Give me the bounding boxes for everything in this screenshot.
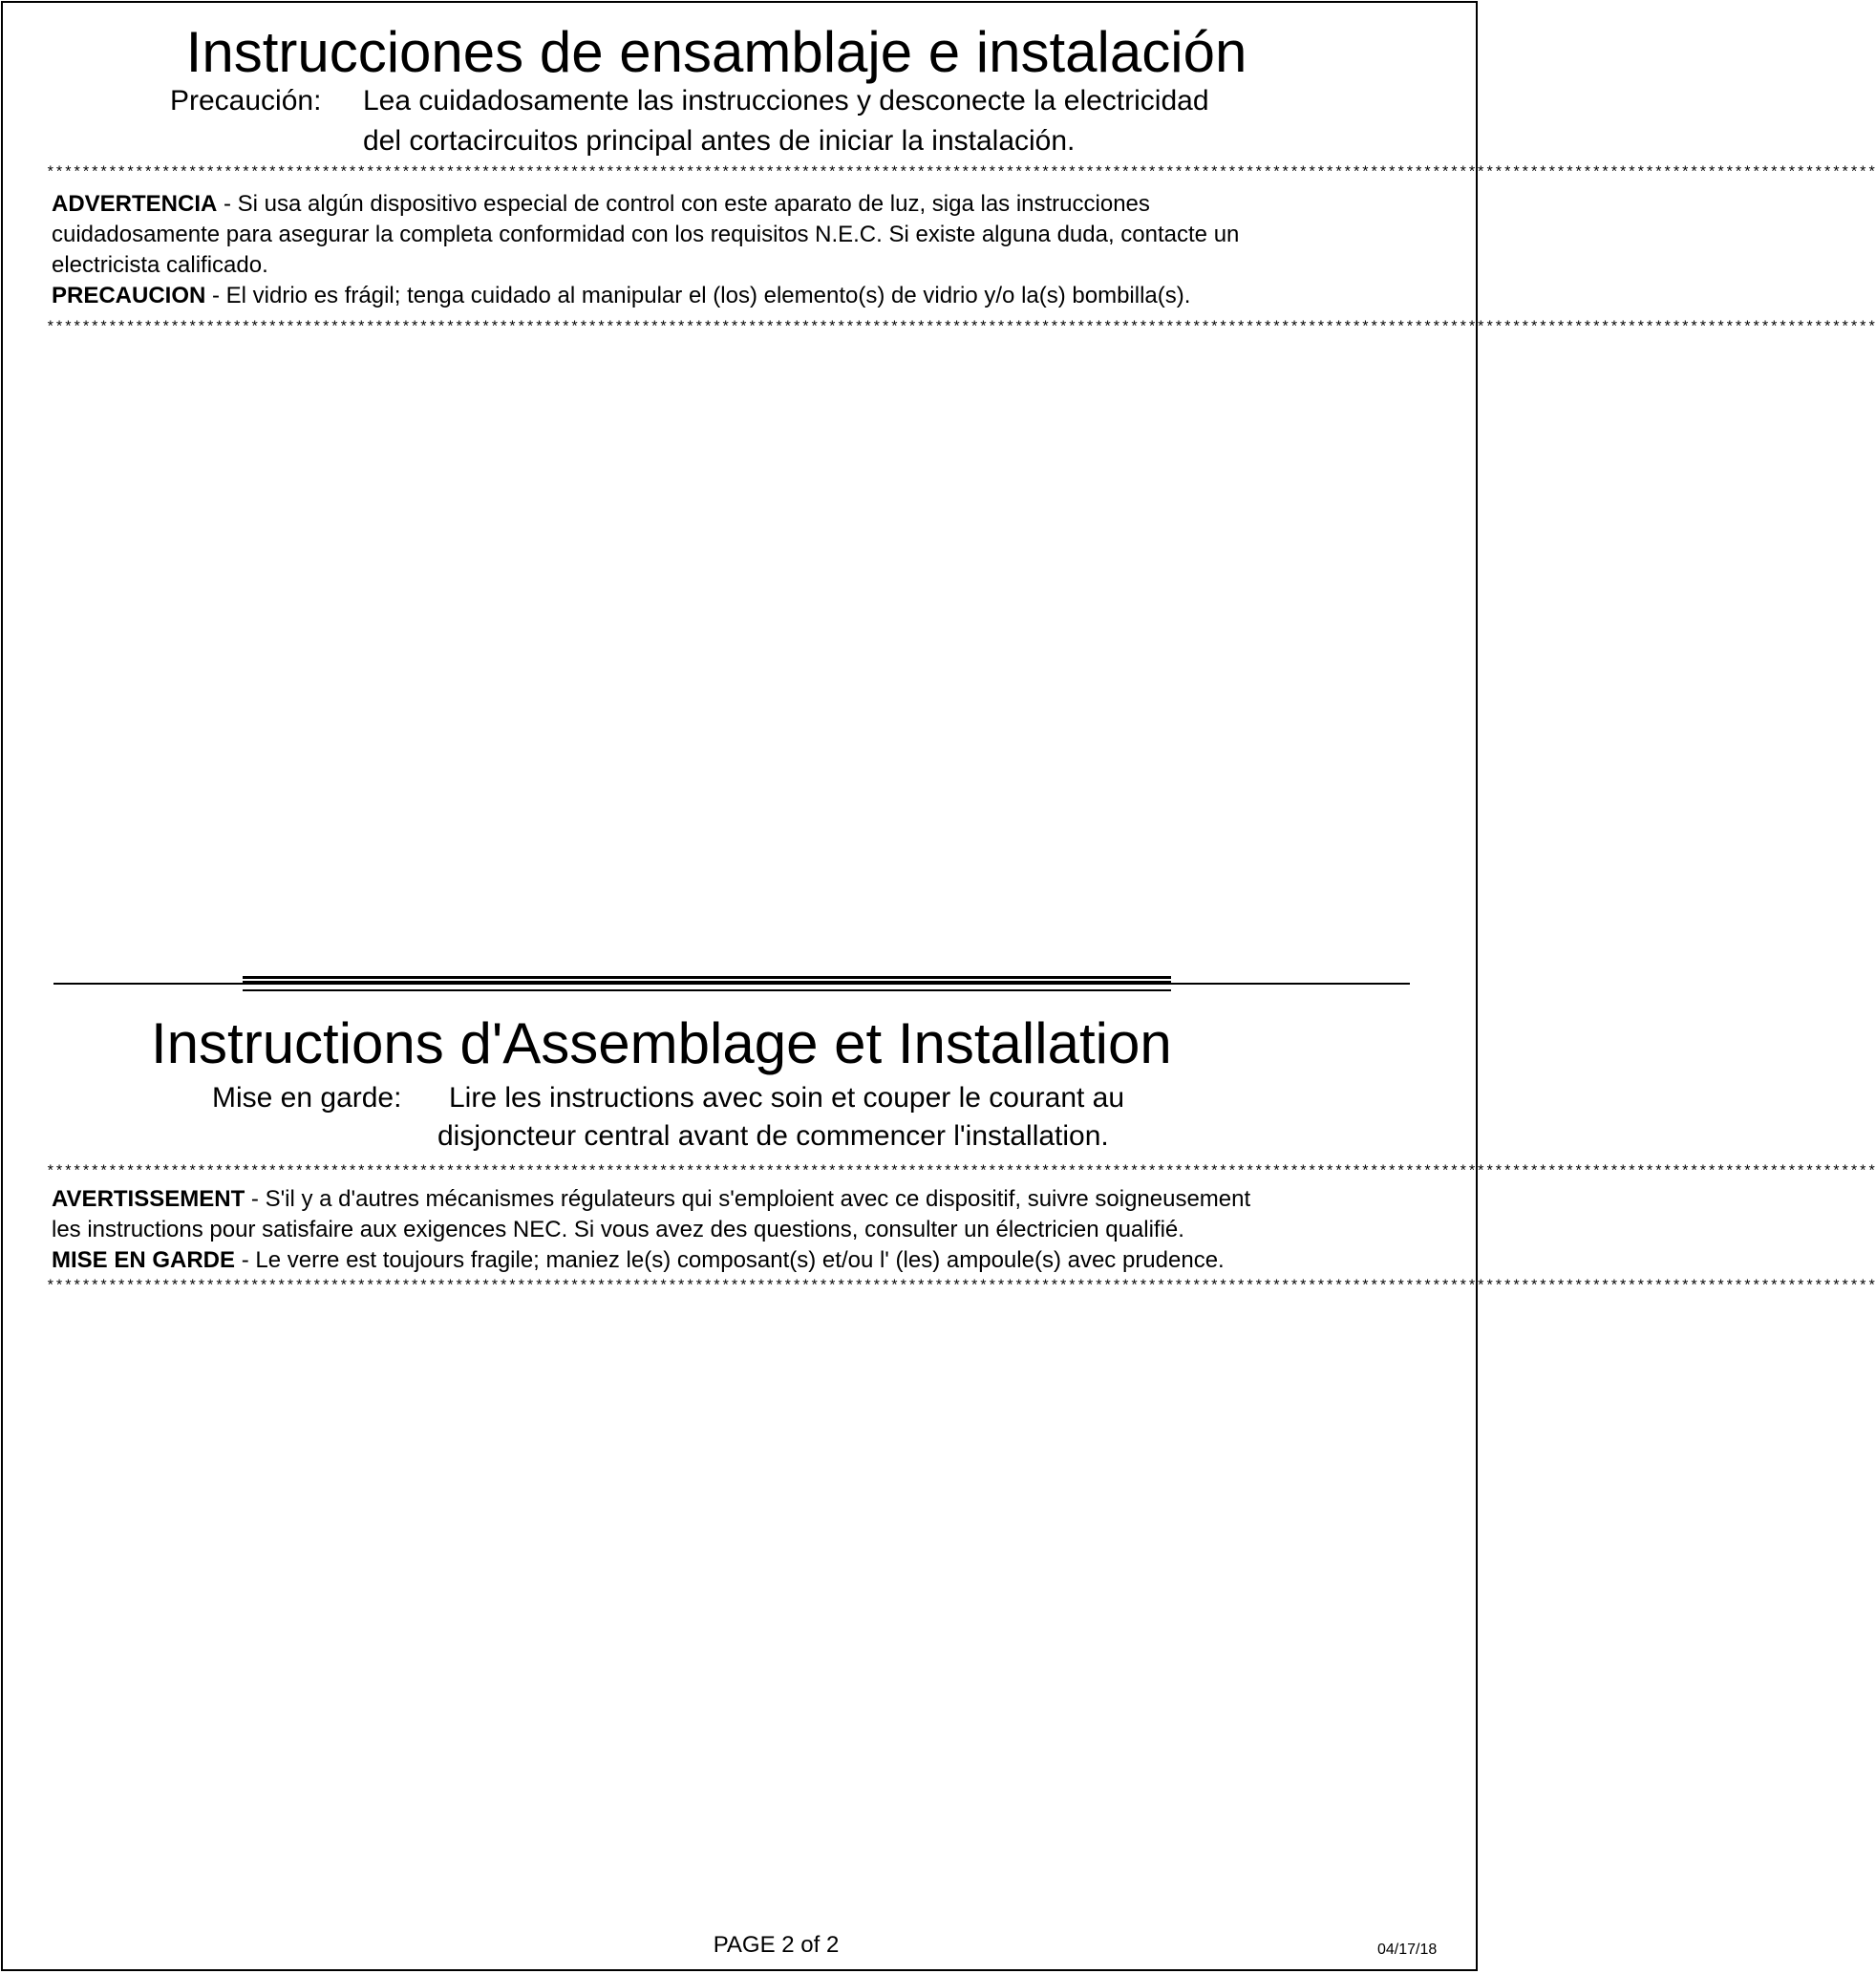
french-warning-line1: [52, 1184, 1250, 1215]
french-warning-label: AVERTISSEMENT: [52, 1186, 245, 1212]
section-divider-double: [243, 976, 1171, 984]
spanish-warning-text: - Si usa algún dispositivo especial de control con este aparato de luz, siga las instrucciones: [217, 191, 1150, 217]
spanish-caution-label: Precaución:: [170, 85, 322, 117]
french-title: Instructions d'Assemblage et Installation: [151, 1011, 1172, 1075]
spanish-caution2-label: PRECAUCION: [52, 283, 206, 308]
spanish-caution2-line: [52, 281, 1190, 311]
asterisk-divider: **************************************************************************************************************************************************************************************************************: [46, 1163, 1876, 1180]
french-caution-line2: disjoncteur central avant de commencer l'installation.: [437, 1120, 1109, 1152]
asterisk-divider: **************************************************************************************************************************************************************************************************************: [46, 319, 1876, 336]
french-caution-line1: Lire les instructions avec soin et couper le courant au: [449, 1082, 1125, 1114]
spanish-caution-line2: del cortacircuitos principal antes de iniciar la instalación.: [363, 125, 1076, 157]
spanish-caution2-text: - El vidrio es frágil; tenga cuidado al manipular el (los) elemento(s) de vidrio y/o la(s) bombilla(s).: [205, 283, 1191, 308]
spanish-caution-line1: Lea cuidadosamente las instrucciones y desconecte la electricidad: [363, 85, 1209, 117]
document-date: 04/17/18: [1377, 1942, 1438, 1958]
spanish-title: Instrucciones de ensamblaje e instalación: [185, 20, 1247, 84]
french-caution-label: Mise en garde:: [212, 1082, 402, 1114]
asterisk-divider: **************************************************************************************************************************************************************************************************************: [46, 164, 1876, 181]
french-warning-text: - S'il y a d'autres mécanismes régulateurs qui s'emploient avec ce dispositif, suivre soigneusement: [245, 1186, 1251, 1212]
spanish-warning-line1: [52, 189, 1150, 220]
spanish-warning-line2: cuidadosamente para asegurar la completa conformidad con los requisitos N.E.C. Si existe alguna duda, contacte un: [52, 222, 1240, 247]
french-warning-line2: les instructions pour satisfaire aux exigences NEC. Si vous avez des questions, consulter un électricien qualifié.: [52, 1217, 1184, 1242]
french-caution2-text: - Le verre est toujours fragile; maniez le(s) composant(s) et/ou l' (les) ampoule(s) avec prudence.: [235, 1247, 1225, 1273]
french-caution2-line: [52, 1245, 1225, 1276]
page-number: PAGE 2 of 2: [713, 1932, 840, 1958]
spanish-warning-line3: electricista calificado.: [52, 252, 268, 278]
section-divider-double-bottom: [243, 989, 1171, 991]
spanish-warning-label: ADVERTENCIA: [52, 191, 218, 217]
asterisk-divider: **************************************************************************************************************************************************************************************************************: [46, 1278, 1876, 1295]
french-caution2-label: MISE EN GARDE: [52, 1247, 236, 1273]
